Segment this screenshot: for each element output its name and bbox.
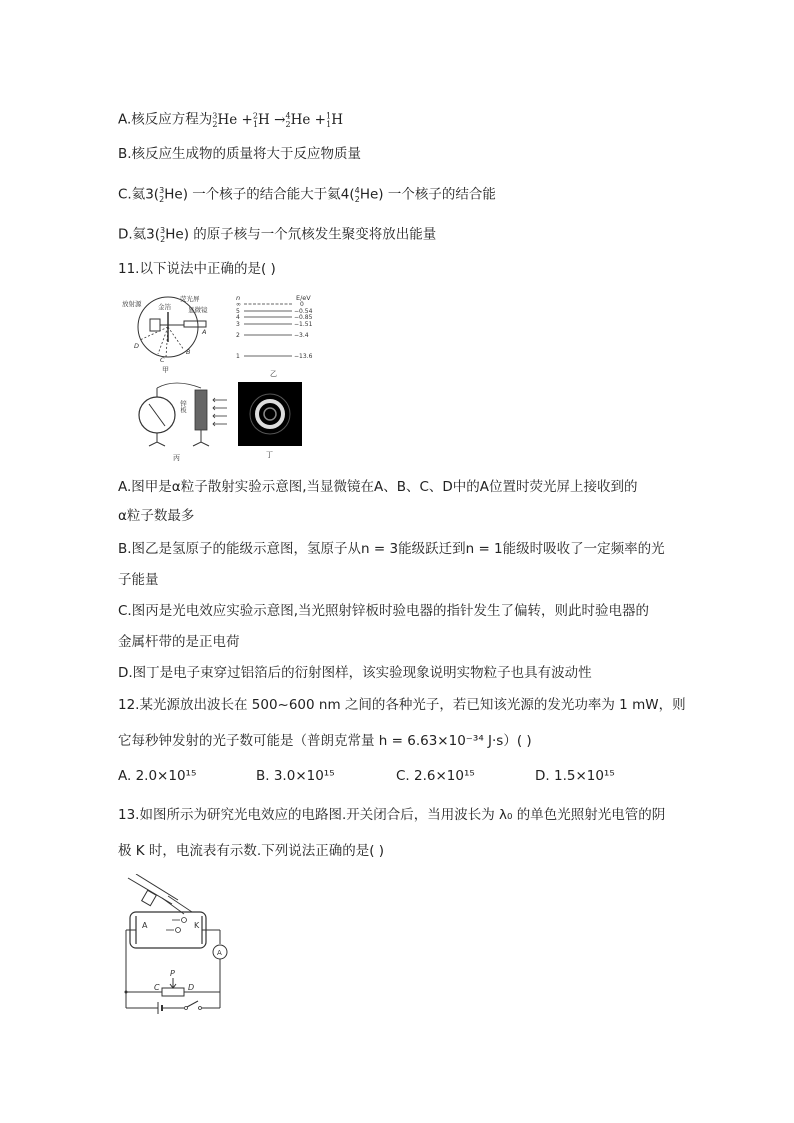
svg-text:3: 3	[236, 321, 240, 328]
header-e: E/eV	[296, 294, 311, 302]
svg-text:−0.85: −0.85	[294, 314, 313, 321]
label-zinc-plate: 锌板	[179, 400, 187, 413]
q11-option-b-line2: 子能量	[118, 572, 159, 588]
level-inf	[236, 301, 304, 308]
q12-option-b: B. 3.0×10¹⁵	[256, 768, 335, 784]
q10-option-c-part2: He) 一个核子的结合能大于氦4(	[164, 186, 355, 203]
q11-stem: 11.以下说法中正确的是( )	[118, 261, 276, 277]
level-2	[236, 332, 309, 339]
caption-jia: 甲	[162, 366, 169, 374]
q10-option-c-part3: He) 一个核子的结合能	[359, 186, 496, 203]
q10-option-d-part1: D.氦3(	[118, 226, 161, 243]
label-a: A	[202, 328, 207, 336]
caption-ding: 丁	[266, 451, 273, 459]
nuclear-equation: $^3_2$He +$^2_1$H →$^4_2$He +$^1_1$H	[212, 111, 343, 130]
caption-yi: 乙	[270, 370, 277, 378]
resistor-c-label: C	[154, 983, 160, 992]
q10-option-b: B.核反应生成物的质量将大于反应物质量	[118, 146, 362, 162]
svg-text:0: 0	[300, 301, 304, 308]
figure-alpha-scattering	[122, 292, 214, 374]
figure-photoelectric-circuit	[122, 874, 242, 1022]
slider-label: P	[170, 969, 175, 978]
svg-text:5: 5	[236, 308, 240, 315]
q11-option-c-line1: C.图丙是光电效应实验示意图,当光照射锌板时验电器的指针发生了偏转，则此时验电器的	[118, 603, 650, 619]
q12-option-c: C. 2.6×10¹⁵	[396, 768, 475, 784]
svg-text:−0.54: −0.54	[294, 308, 313, 315]
q10-option-c-part1: C.氦3(	[118, 186, 160, 203]
level-1	[236, 353, 313, 360]
label-gold-foil: 金箔	[158, 303, 171, 311]
cathode-label: K	[194, 921, 200, 930]
label-source: 放射源	[122, 300, 142, 308]
q13-stem-line2: 极 K 时，电流表有示数.下列说法正确的是( )	[118, 843, 385, 859]
q10-option-d-part2: He) 的原子核与一个氘核发生聚变将放出能量	[165, 226, 437, 243]
q12-stem-line1: 12.某光源放出波长在 500~600 nm 之间的各种光子，若已知该光源的发光功率为 1 mW，则	[118, 697, 686, 713]
q12-option-a: A. 2.0×10¹⁵	[118, 768, 197, 784]
q10-option-c: C.氦3($^3_2$He) 一个核子的结合能大于氦4($^4_2$He) 一个核子的结合能	[118, 186, 496, 205]
q11-option-c-line2: 金属杆带的是正电荷	[118, 634, 240, 650]
ammeter-label: A	[217, 949, 222, 957]
svg-text:−1.51: −1.51	[294, 321, 313, 328]
caption-bing: 丙	[173, 454, 180, 462]
svg-text:∞: ∞	[236, 301, 241, 308]
label-c: C	[160, 356, 165, 364]
q13-stem-line1: 13.如图所示为研究光电效应的电路图.开关闭合后，当用波长为 λ₀ 的单色光照射光电管的阴	[118, 807, 666, 823]
level-4	[236, 314, 313, 321]
svg-text:4: 4	[236, 314, 240, 321]
svg-text:1: 1	[236, 353, 240, 360]
label-b: B	[186, 348, 191, 356]
q10-option-a	[118, 107, 343, 134]
svg-text:−13.6: −13.6	[294, 353, 313, 360]
figure-diffraction	[238, 382, 302, 446]
label-screen: 荧光屏	[180, 295, 200, 303]
q11-option-a-line1: A.图甲是α粒子散射实验示意图,当显微镜在A、B、C、D中的A位置时荧光屏上接收到的	[118, 479, 638, 495]
svg-text:−3.4: −3.4	[294, 332, 309, 339]
level-3	[236, 321, 313, 328]
resistor-d-label: D	[188, 983, 195, 992]
figure-electroscope	[135, 380, 230, 462]
label-microscope: 显微镜	[188, 306, 208, 314]
q12-option-d: D. 1.5×10¹⁵	[535, 768, 615, 784]
q11-option-d: D.图丁是电子束穿过铝箔后的衍射图样，该实验现象说明实物粒子也具有波动性	[118, 665, 592, 681]
q11-option-a-line2: α粒子数最多	[118, 508, 195, 524]
figure-energy-levels	[232, 292, 322, 380]
svg-text:2: 2	[236, 332, 240, 339]
anode-label: A	[142, 921, 148, 930]
q11-option-b-line1: B.图乙是氢原子的能级示意图，氢原子从n = 3能级跃迁到n = 1能级时吸收了一定频率的光	[118, 541, 665, 557]
q10-option-d: D.氦3($^3_2$He) 的原子核与一个氘核发生聚变将放出能量	[118, 226, 437, 245]
q12-stem-line2: 它每秒钟发射的光子数可能是（普朗克常量 h = 6.63×10⁻³⁴ J·s）( )	[118, 733, 532, 749]
q10-option-a-text: A.核反应方程为	[118, 111, 213, 128]
label-d: D	[134, 342, 140, 350]
header-n: n	[236, 294, 241, 302]
